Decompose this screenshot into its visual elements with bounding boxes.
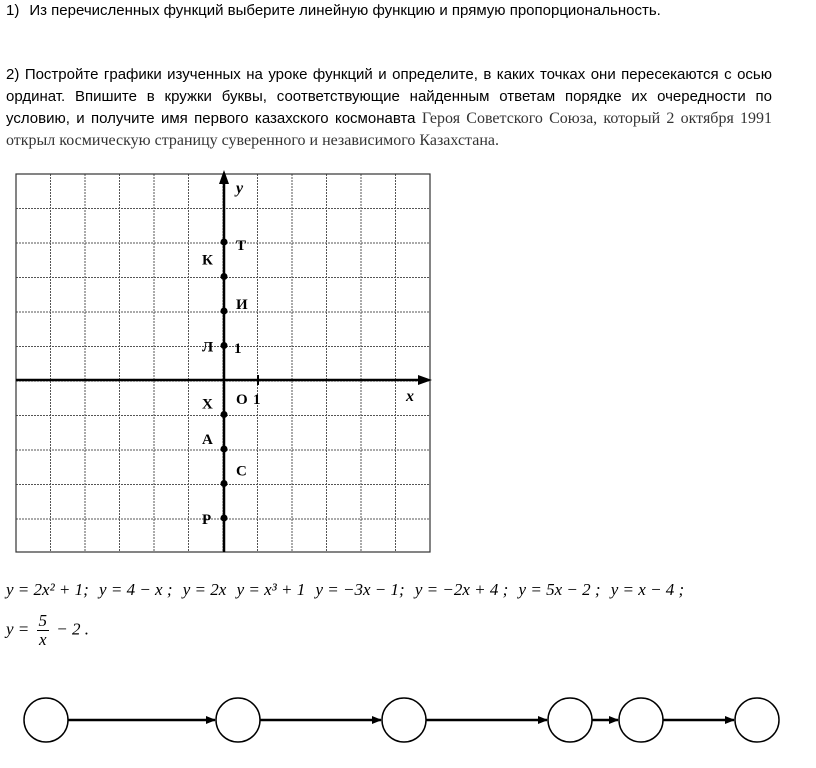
formula-9-prefix: y = xyxy=(6,619,30,639)
axis-point-label: А xyxy=(202,432,213,448)
axis-point-label: Х xyxy=(202,396,213,413)
answer-circle[interactable] xyxy=(216,698,260,742)
axis-point-label: Р xyxy=(202,512,212,528)
formula-list xyxy=(6,580,806,600)
axis-point-label: К xyxy=(202,252,213,269)
axis-point-label: Л xyxy=(202,339,214,356)
formula-9-suffix: − 2 . xyxy=(56,619,90,639)
task-2-text: 2) Постройте графики изученных на уроке функций и определите, в каких точках они пересекаются с осью ординат. Впишите в кружки буквы, соответствующие найденным ответам порядке их очередности по условию, и получите имя первого казахского космонавта xyxy=(6,66,772,127)
unit-y-label: 1 xyxy=(234,341,242,357)
answer-circle[interactable] xyxy=(382,698,426,742)
formula-2: y = 4 − x ; xyxy=(99,580,173,599)
task-1-number: 1) xyxy=(6,2,20,19)
answer-circle[interactable] xyxy=(619,698,663,742)
axes xyxy=(16,170,432,552)
answer-circle[interactable] xyxy=(735,698,779,742)
answer-circle[interactable] xyxy=(548,698,592,742)
axis-point xyxy=(221,273,228,280)
axis-point-label: И xyxy=(236,297,248,313)
formula-9-fraction xyxy=(37,612,50,649)
formula-9-numerator: 5 xyxy=(38,611,48,630)
x-axis-label: x xyxy=(406,388,414,405)
y-axis-arrow-icon xyxy=(219,170,229,184)
axis-point-label: Т xyxy=(236,238,247,254)
axis-point xyxy=(221,446,228,453)
y-axis-label: y xyxy=(236,180,244,197)
formula-7: y = 5x − 2 ; xyxy=(518,580,601,599)
formula-3: y = 2x xyxy=(182,580,227,599)
formula-4: y = x³ + 1 xyxy=(236,580,306,599)
formula-5: y = −3x − 1; xyxy=(315,580,405,599)
axis-point xyxy=(221,308,228,315)
axis-point-label: С xyxy=(236,463,247,480)
origin-label: O xyxy=(236,392,248,408)
answer-chain xyxy=(0,680,816,760)
answer-circle[interactable] xyxy=(24,698,68,742)
unit-x-label: 1 xyxy=(253,392,261,408)
axis-point xyxy=(221,515,228,522)
formula-1: y = 2x² + 1; xyxy=(6,580,89,599)
axis-point xyxy=(221,411,228,418)
task-2-tail: Героя Советского Союза, который 2 октября 1991 открыл космическую страницу суверенного и независимого Казахстана. xyxy=(6,110,773,149)
formula-8: y = x − 4 ; xyxy=(610,580,685,599)
task-1-text: Из перечисленных функций выберите линейную функцию и прямую пропорциональность. xyxy=(29,2,661,19)
axis-point xyxy=(221,342,228,349)
axis-point xyxy=(221,239,228,246)
formula-6: y = −2x + 4 ; xyxy=(414,580,509,599)
axis-point xyxy=(221,480,228,487)
formula-9-denominator: x xyxy=(39,630,47,649)
formula-9 xyxy=(6,612,89,649)
